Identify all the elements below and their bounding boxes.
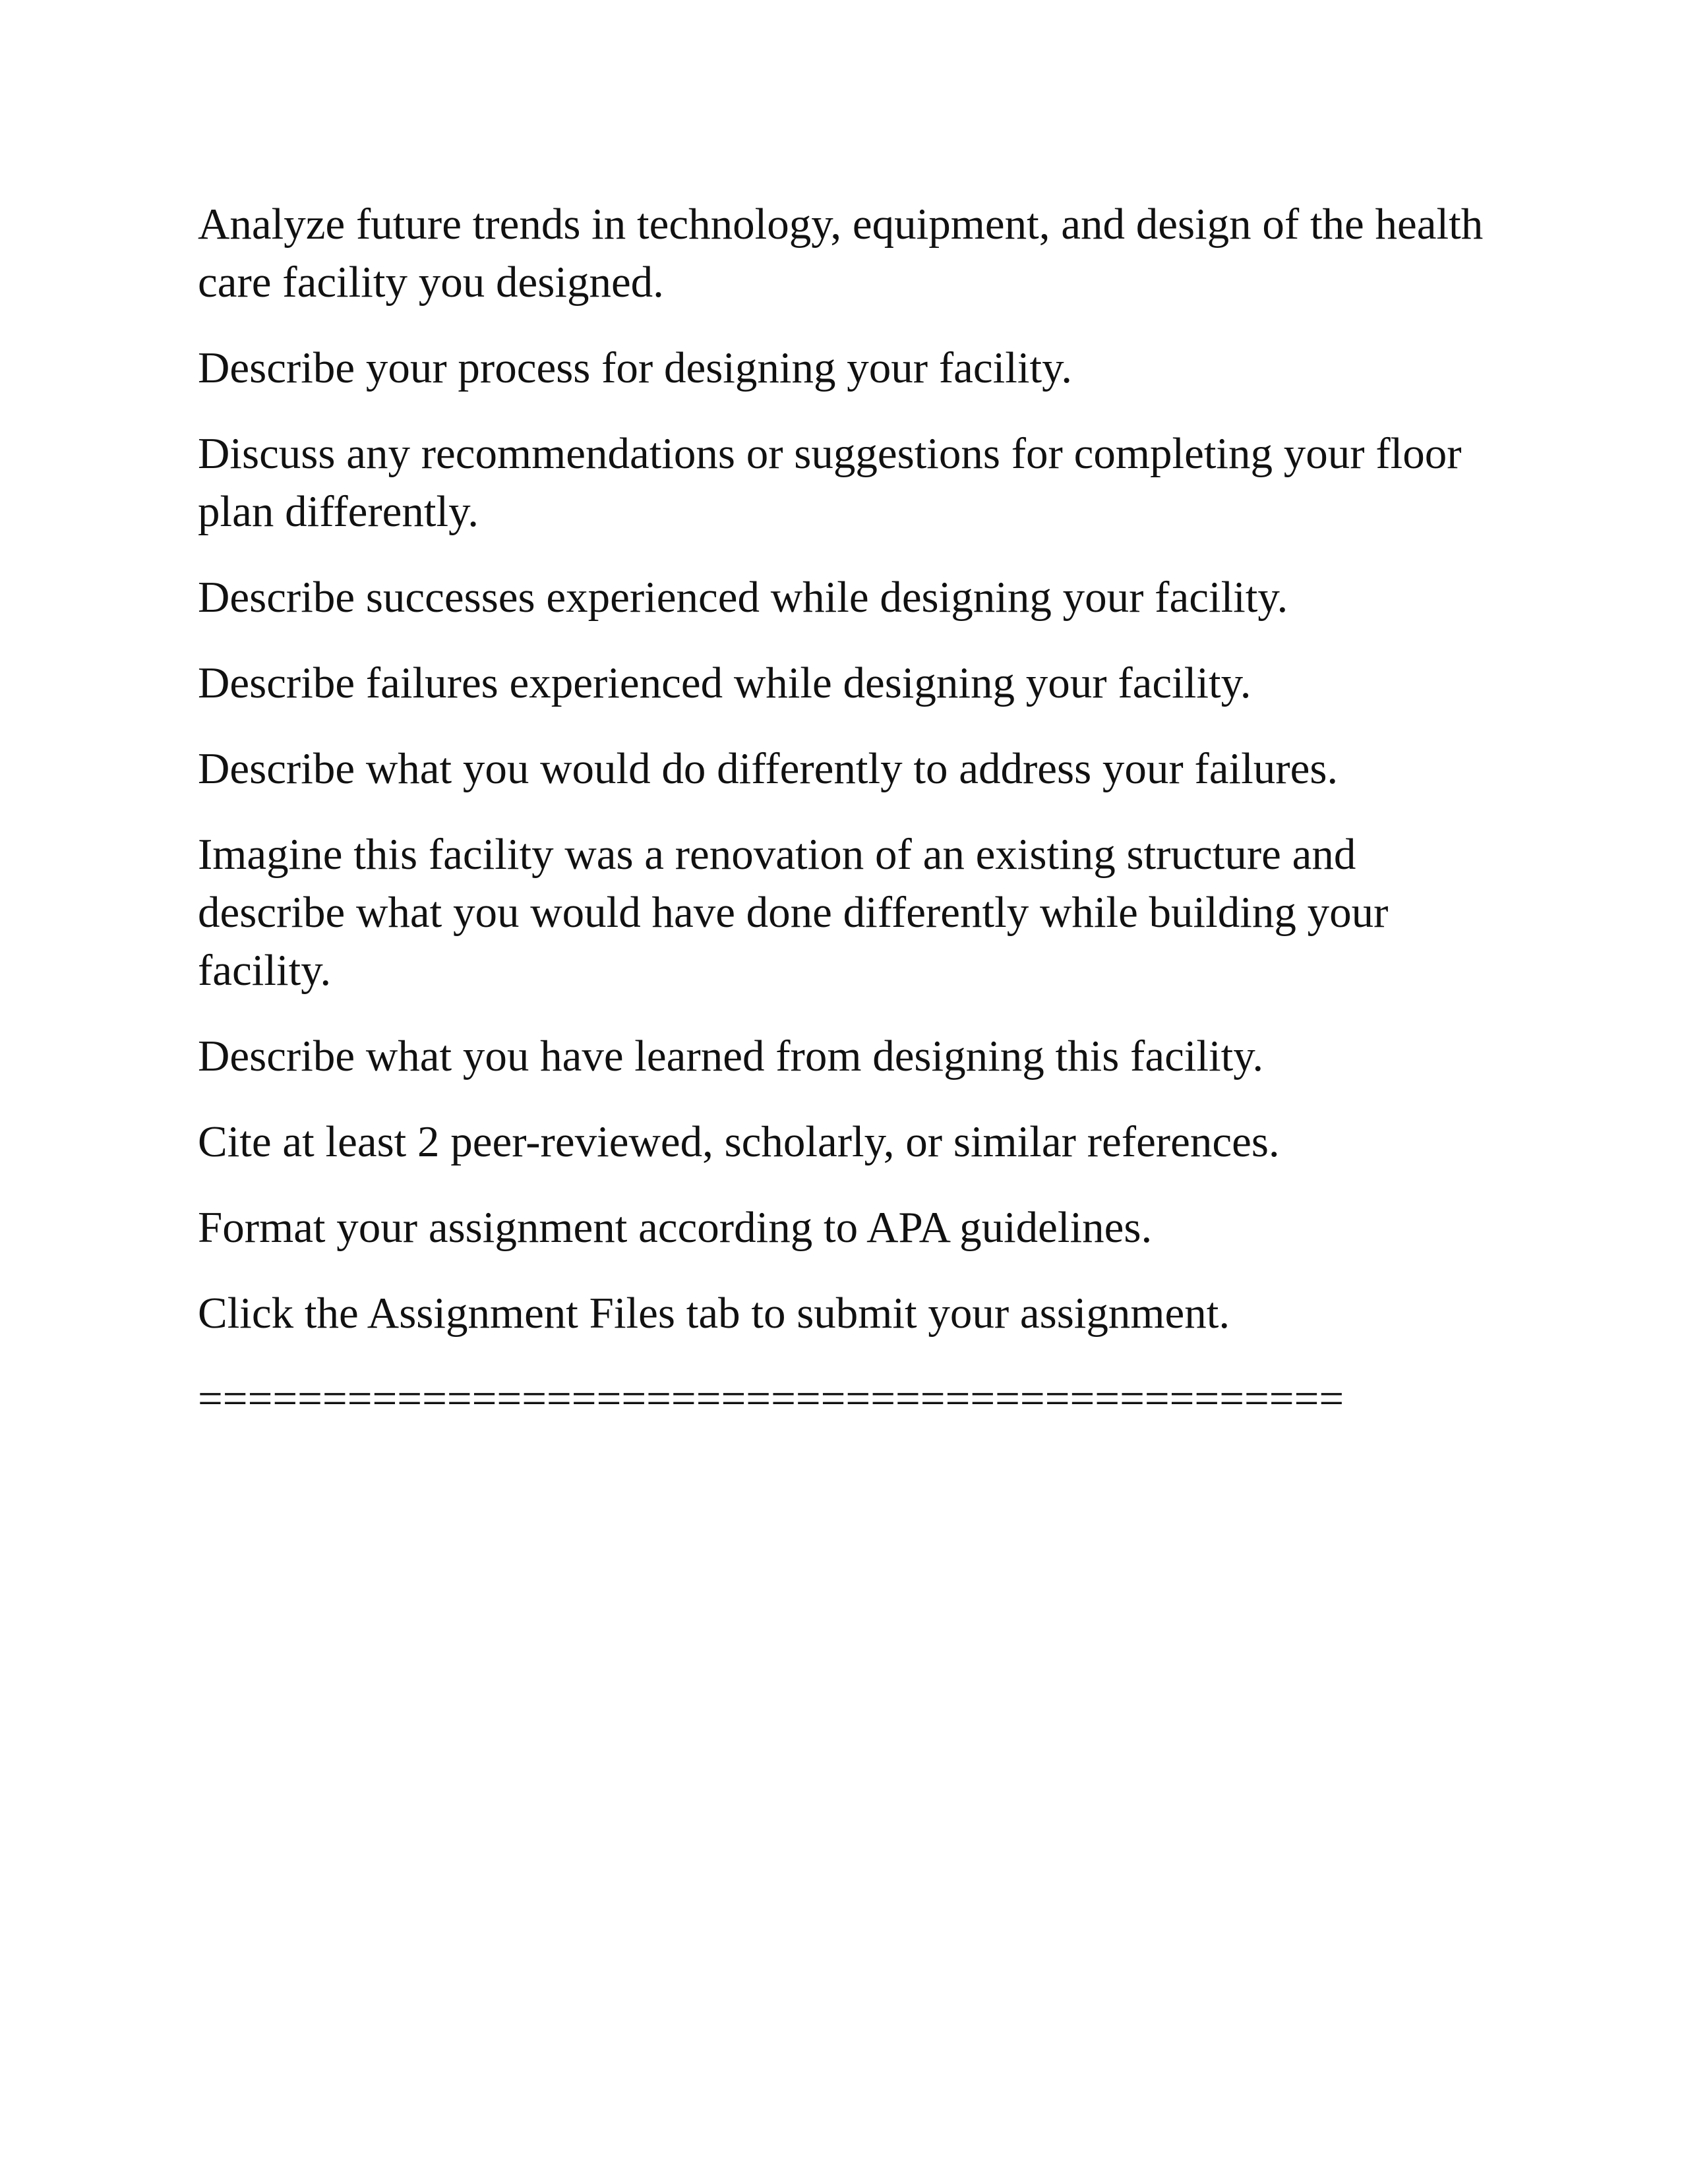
- paragraph-address-failures: Describe what you would do differently to address your failures.: [198, 744, 1339, 793]
- paragraph-submit-instructions: Click the Assignment Files tab to submit your assignment.: [198, 1289, 1230, 1338]
- paragraph-lessons-learned: Describe what you have learned from designing this facility.: [198, 1032, 1264, 1080]
- document-body: [198, 195, 1510, 1428]
- paragraph-failures: Describe failures experienced while designing your facility.: [198, 659, 1251, 707]
- paragraph-recommendations: Discuss any recommendations or suggestions for completing your floor plan differently.: [198, 429, 1462, 536]
- paragraph-apa-format: Format your assignment according to APA guidelines.: [198, 1203, 1153, 1252]
- paragraph-successes: Describe successes experienced while designing your facility.: [198, 573, 1288, 622]
- paragraph-renovation: Imagine this facility was a renovation of an existing structure and describe what you would have done differently while building your facility.: [198, 830, 1389, 995]
- separator-line: ==============================================: [198, 1374, 1344, 1423]
- paragraph-references: Cite at least 2 peer-reviewed, scholarly, or similar references.: [198, 1117, 1280, 1166]
- paragraph-design-process: Describe your process for designing your facility.: [198, 343, 1072, 392]
- paragraph-future-trends: Analyze future trends in technology, equipment, and design of the health care facility you designed.: [198, 200, 1484, 307]
